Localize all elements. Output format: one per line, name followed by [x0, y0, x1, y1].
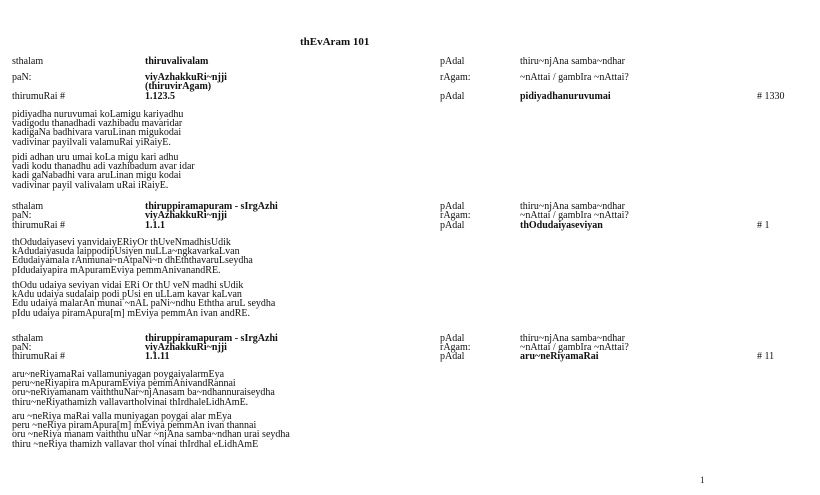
verse-joined: thOdudaiyasevi yanvidaiyERiyOr thUveNmadhisUdik kAdudaiyasuda laippodipUsiyen nuLLa~ngkavarkaLvan Edudaiyamala rAnmunai~nAtpaNi~n dhEththavaruLseydha pIdudaiyapira mApuramEviya pemmAnivanandRE.	[12, 237, 253, 276]
label-thirumurai: thirumuRai #	[12, 351, 66, 362]
label-pan: paN:	[12, 72, 32, 83]
value-thirumurai: 1.123.5	[145, 91, 175, 102]
value-thirumurai: 1.1.1	[145, 220, 165, 231]
value-sthalam: thiruvalivalam	[145, 56, 209, 67]
label-thirumurai: thirumuRai #	[12, 220, 66, 231]
label-padal: pAdal	[440, 220, 465, 231]
value-pan: viyAzhakkuRi~njji (thiruvirAgam)	[145, 72, 227, 92]
value-poet: thiru~njAna samba~ndhar	[520, 56, 625, 67]
verse-split: aru ~neRiya maRai valla muniyagan poygai alar mEya peru ~neRiya piramApura[m] mEviya pemmAn ivan thannai oru ~neRiya manam vaiththu uNar ~njAna samba~ndhan urai seydha thiru ~neRiya thamizh vallavar thol vinai thIrdhal eLidhAmE	[12, 411, 290, 450]
value-padal-number: # 1	[757, 220, 770, 231]
label-padal: pAdal	[440, 351, 465, 362]
value-thirumurai: 1.1.11	[145, 351, 170, 362]
value-ragam: ~nAttai / gambIra ~nAttai?	[520, 210, 629, 221]
verse-joined: aru~neRiyamaRai vallamuniyagan poygaiyalarmEya peru~neRiyapira mApuramEviya pemmAnivandRannai oru~neRiyamanam vaiththuNar~njAnasam ba~ndhannuraiseydha thiru~neRiyathamizh vallavartholvinai thIrdhaleLidhAmE.	[12, 369, 275, 408]
label-padal: pAdal	[440, 201, 465, 212]
value-ragam: ~nAttai / gambIra ~nAttai?	[520, 342, 629, 353]
label-sthalam: sthalam	[12, 333, 44, 344]
label-padal: pAdal	[440, 56, 465, 67]
label-pan: paN:	[12, 210, 32, 221]
value-sthalam: thiruppiramapuram - sIrgAzhi	[145, 333, 278, 344]
value-poet: thiru~njAna samba~ndhar	[520, 201, 625, 212]
verse-split: thOdu udaiya seviyan vidai ERi Or thU veN madhi sUdik kAdu udaiya sudalaip podi pUsi en uLLam kavar kaLvan Edu udaiya malarAn munai ~nAL paNi~ndhu Eththa aruL seydha pIdu udaiya piramApura[m] mEviya pemmAn ivan andRE.	[12, 280, 276, 319]
verse-joined: pidiyadha nuruvumai koLamigu kariyadhu vadigodu thanadhadi vazhibadu mavaridar kadigaNa badhivara varuLinan migukodai vadivinar payilvali valamuRai yiRaiyE.	[12, 109, 184, 148]
value-poet: thiru~njAna samba~ndhar	[520, 333, 625, 344]
label-sthalam: sthalam	[12, 56, 44, 67]
verse-split: pidi adhan uru umai koLa migu kari adhu vadi kodu thanadhu adi vazhibadum avar idar kadi gaNabadhi vara aruLinan migu kodai vadivinar payil valivalam uRai iRaiyE.	[12, 152, 195, 191]
label-ragam: rAgam:	[440, 72, 471, 83]
value-pan: viyAzhakkuRi~njji	[145, 342, 227, 353]
label-pan: paN:	[12, 342, 32, 353]
value-pan: viyAzhakkuRi~njji	[145, 210, 227, 221]
label-sthalam: sthalam	[12, 201, 44, 212]
value-padal-title: thOdudaiyaseviyan	[520, 220, 603, 231]
value-padal-title: pidiyadhanuruvumai	[520, 91, 611, 102]
label-padal: pAdal	[440, 333, 465, 344]
label-padal: pAdal	[440, 91, 465, 102]
label-thirumurai: thirumuRai #	[12, 91, 66, 102]
page-title: thEvAram 101	[300, 36, 370, 48]
value-padal-number: # 1330	[757, 91, 785, 102]
value-padal-title: aru~neRiyamaRai	[520, 351, 599, 362]
value-padal-number: # 11	[757, 351, 775, 362]
value-ragam: ~nAttai / gambIra ~nAttai?	[520, 72, 629, 83]
label-ragam: rAgam:	[440, 210, 471, 221]
value-sthalam: thiruppiramapuram - sIrgAzhi	[145, 201, 278, 212]
label-ragam: rAgam:	[440, 342, 471, 353]
page-number: 1	[700, 475, 705, 485]
